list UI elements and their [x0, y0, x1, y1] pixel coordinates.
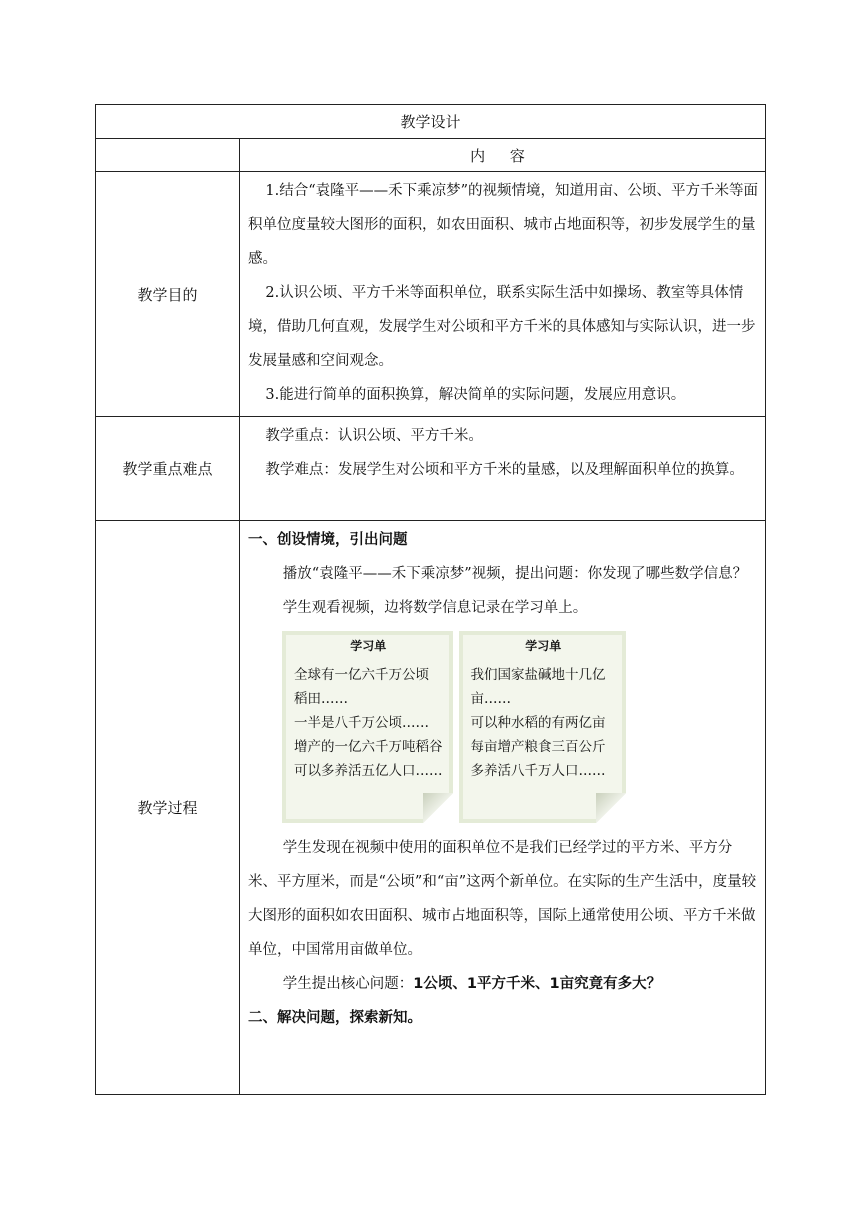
- key-points-label: 教学重点难点: [96, 417, 240, 521]
- study-sheet-line: 每亩增产粮食三百公斤: [470, 739, 606, 755]
- process-paragraph: 播放“袁隆平——禾下乘凉梦”视频，提出问题：你发现了哪些数学信息？: [282, 566, 748, 582]
- core-question-paragraph: [248, 967, 759, 1001]
- process-cell: [240, 521, 766, 1095]
- page-curl-decoration: [423, 793, 453, 823]
- study-sheets-image: [282, 631, 626, 823]
- objective-item: 1.结合“袁隆平——禾下乘凉梦”的视频情境，知道用亩、公顷、平方千米等面积单位度量较大图形的面积，如农田面积、城市占地面积等，初步发展学生的量感。: [248, 183, 759, 267]
- study-sheet-line: 一半是八千万公顷……: [294, 715, 429, 731]
- study-sheet-line: 可以多养活五亿人口……: [294, 763, 443, 779]
- process-paragraph: 学生发现在视频中使用的面积单位不是我们已经学过的平方米、平方分米、平方厘米，而是“公顷”和“亩”这两个新单位。在实际的生产生活中，度量较大图形的面积如农田面积、城市占地面积等，国际上通常使用公顷、平方千米做单位，中国常用亩做单位。: [248, 840, 757, 958]
- objectives-cell: [240, 172, 766, 417]
- objective-item: 2.认识公顷、平方千米等面积单位，联系实际生活中如操场、教室等具体情境，借助几何直观，发展学生对公顷和平方千米的具体感知与实际认识，进一步发展量感和空间观念。: [248, 285, 756, 369]
- study-sheet-right: [459, 631, 627, 823]
- core-question: 1公顷、1平方千米、1亩究竟有多大？: [413, 976, 662, 992]
- section-heading-2: 二、解决问题，探索新知。: [248, 1010, 422, 1026]
- study-sheet-line: 可以种水稻的有两亿亩: [470, 715, 606, 731]
- teaching-design-table: [95, 104, 766, 1095]
- study-sheet-line: 多养活八千万人口……: [470, 763, 606, 779]
- teaching-focus: 教学重点：认识公顷、平方千米。: [265, 428, 483, 444]
- key-points-cell: [240, 417, 766, 521]
- teaching-difficulty: 教学难点：发展学生对公顷和平方千米的量感，以及理解面积单位的换算。: [265, 462, 744, 478]
- table-title: 教学设计: [96, 105, 766, 139]
- study-sheet-left: [282, 631, 453, 823]
- page-curl-decoration: [596, 793, 626, 823]
- objectives-label: 教学目的: [96, 172, 240, 417]
- study-sheet-line: 稻田……: [294, 691, 348, 707]
- study-sheet-title: 学习单: [350, 639, 387, 653]
- study-sheet-line: 增产的一亿六千万吨稻谷: [294, 739, 443, 755]
- objective-item: 3.能进行简单的面积换算，解决简单的实际问题，发展应用意识。: [265, 387, 686, 403]
- study-sheet-line: 全球有一亿六千万公顷: [294, 667, 429, 683]
- study-sheet-line: 亩……: [470, 691, 511, 707]
- process-paragraph: 学生观看视频，边将数学信息记录在学习单上。: [282, 600, 588, 616]
- core-question-prefix: 学生提出核心问题：: [282, 976, 414, 992]
- empty-header-cell: [96, 139, 240, 172]
- study-sheet-title: 学习单: [525, 639, 562, 653]
- process-label: 教学过程: [96, 521, 240, 1095]
- content-header: 内 容: [240, 139, 766, 172]
- study-sheet-line: 我们国家盐碱地十几亿: [470, 667, 606, 683]
- section-heading-1: 一、创设情境，引出问题: [248, 532, 408, 548]
